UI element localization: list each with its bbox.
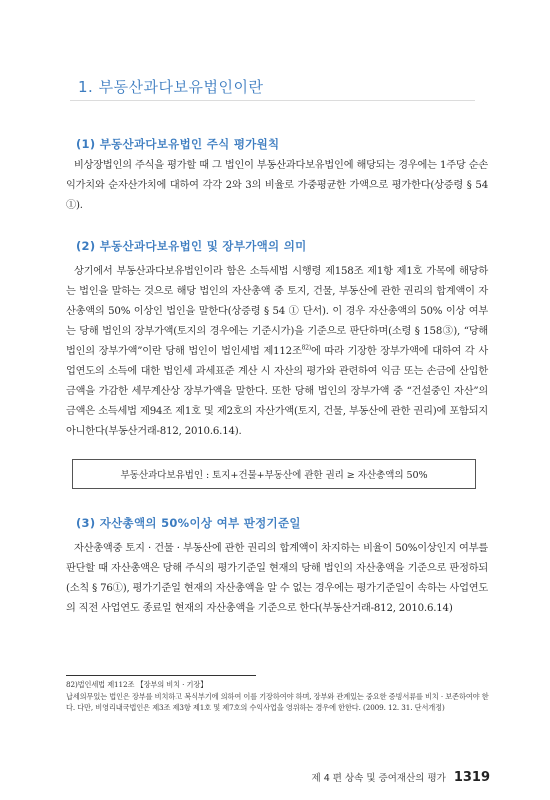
page-footer [300,770,490,788]
chapter-title: 1. 부동산과다보유법인이란 [78,78,264,96]
formula-box: 부동산과다보유법인 : 토지+건물+부동산에 관한 권리 ≥ 자산총액의 50% [72,459,476,489]
footnote-ref-82[interactable]: 82) [301,344,311,352]
page-number: 1319 [453,770,490,785]
section-1-paragraph: 비상장법인의 주식을 평가할 때 그 법인이 부동산과다보유법인에 해당되는 경우에는 1주당 순손익가치와 순자산가치에 대하여 각각 2와 3의 비율로 가중평균한 가액으로 평가한다(상증령 § 54 ①). [66,160,488,211]
footnote-divider [66,675,256,676]
section-3-paragraph: 자산총액중 토지 · 건물 · 부동산에 관한 권리의 합계액이 차지하는 비율이 50%이상인지 여부를 판단할 때 자산총액은 당해 주식의 평가기준일 현재의 당해 법인의 자산총액을 기준으로 판정하되(소칙 § 76①), 평가기준일 현재의 자산총액을 알 수 없는 경우에는 평가기준일이 속하는 사업연도의 직전 사업연도 종료일 현재의 자산총액을 기준으로 한다(부동산거래-812, 2010.6.14) [66,543,488,614]
section-2-paragraph [66,262,488,442]
section-2-text-part-1: 상기에서 부동산과다보유법인이라 함은 소득세법 시행령 제158조 제1항 제1호 가목에 해당하는 법인을 말하는 것으로 해당 법인의 자산총액 중 토지, 건물, 부동산에 관한 권리의 합계액이 자산총액의 50% 이상인 법인을 말한다(상증령 § 54 ① 단서). 이 경우 자산총액의 50% 이상 여부는 당해 법인의 장부가액(토지의 경우에는 기준시가)을 기준으로 판단하며(소령 § 158③), “당해 법인의 장부가액”이란 당해 법인이 법인세법 제112조 [66,266,488,357]
section-2-title: (2) 부동산과다보유법인 및 장부가액의 의미 [76,239,307,253]
footer-part-title: 제 4 편 상속 및 증여재산의 평가 [311,773,446,784]
footnote [66,679,490,714]
footnote-heading: 82)법인세법 제112조 【장부의 비치 · 기장】 [66,680,208,689]
chapter-title-rule [70,100,475,101]
footnote-body: 납세의무있는 법인은 장부를 비치하고 복식부기에 의하여 이를 기장하여야 하며, 장부와 관계있는 중요한 증빙서류를 비치 · 보존하여야 한다. 다만, 비영리내국법인은 제3조 제3항 제1호 및 제7호의 수익사업을 영위하는 경우에 한한다. (2009. 12. 31. 단서개정) [66,691,489,712]
section-3-title: (3) 자산총액의 50%이상 여부 판정기준일 [76,516,301,530]
section-1-title: (1) 부동산과다보유법인 주식 평가원칙 [76,137,280,151]
section-2-text-part-2: 에 따라 기장한 장부가액에 대하여 각 사업연도의 소득에 대한 법인세 과세표준 계산 시 자산의 평가와 관련하여 익금 또는 손금에 산입한 금액을 가감한 세무계산상 장부가액을 말한다. 또한 당해 법인의 장부가액 중 “건설중인 자산”의 금액은 소득세법 제94조 제1호 및 제2호의 자산가액(토지, 건물, 부동산에 관한 권리)에 포함되지 아니한다(부동산거래-812, 2010.6.14). [66,346,488,437]
